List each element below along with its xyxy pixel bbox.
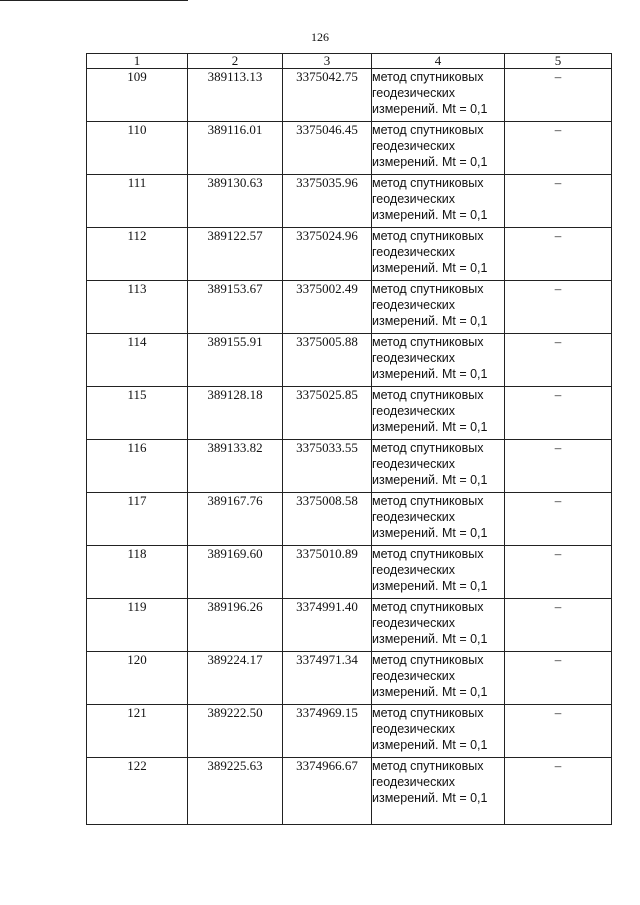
point-number-cell: 119	[87, 599, 188, 652]
method-text-line: геодезических	[372, 510, 456, 524]
method-text-line: геодезических	[372, 86, 456, 100]
y-coordinate-cell: 3374969.15	[283, 705, 372, 758]
table-row	[87, 652, 612, 705]
note-cell: –	[505, 705, 612, 758]
method-text-line: геодезических	[372, 722, 456, 736]
x-coordinate-cell: 389155.91	[188, 334, 283, 387]
note-cell: –	[505, 281, 612, 334]
x-coordinate-cell: 389169.60	[188, 546, 283, 599]
y-coordinate-cell: 3375046.45	[283, 122, 372, 175]
note-cell: –	[505, 334, 612, 387]
method-text-line: измерений. Mt = 0,1	[372, 102, 488, 116]
note-cell: –	[505, 546, 612, 599]
note-cell: –	[505, 228, 612, 281]
note-cell: –	[505, 758, 612, 825]
coordinates-table	[86, 53, 612, 825]
header-col-5: 5	[505, 54, 612, 69]
method-text-line: измерений. Mt = 0,1	[372, 579, 488, 593]
point-number-cell: 122	[87, 758, 188, 825]
note-cell: –	[505, 69, 612, 122]
method-text-line: измерений. Mt = 0,1	[372, 685, 488, 699]
method-text-line: геодезических	[372, 404, 456, 418]
x-coordinate-cell: 389225.63	[188, 758, 283, 825]
note-cell: –	[505, 175, 612, 228]
method-text-line: метод спутниковых	[372, 706, 484, 720]
method-text-line: измерений. Mt = 0,1	[372, 261, 488, 275]
method-text-line: метод спутниковых	[372, 441, 484, 455]
method-text-line: геодезических	[372, 616, 456, 630]
method-cell	[372, 175, 505, 228]
method-text-line: геодезических	[372, 298, 456, 312]
note-cell: –	[505, 440, 612, 493]
y-coordinate-cell: 3374971.34	[283, 652, 372, 705]
method-text-line: метод спутниковых	[372, 229, 484, 243]
x-coordinate-cell: 389222.50	[188, 705, 283, 758]
point-number-cell: 112	[87, 228, 188, 281]
method-cell	[372, 281, 505, 334]
method-cell	[372, 440, 505, 493]
note-cell: –	[505, 652, 612, 705]
y-coordinate-cell: 3374991.40	[283, 599, 372, 652]
table-row	[87, 440, 612, 493]
method-text-line: геодезических	[372, 351, 456, 365]
method-text-line: измерений. Mt = 0,1	[372, 420, 488, 434]
method-text-line: измерений. Mt = 0,1	[372, 155, 488, 169]
method-text-line: геодезических	[372, 245, 456, 259]
x-coordinate-cell: 389122.57	[188, 228, 283, 281]
x-coordinate-cell: 389167.76	[188, 493, 283, 546]
note-cell: –	[505, 493, 612, 546]
method-text-line: метод спутниковых	[372, 123, 484, 137]
method-text-line: геодезических	[372, 139, 456, 153]
point-number-cell: 117	[87, 493, 188, 546]
table-row	[87, 69, 612, 122]
y-coordinate-cell: 3375002.49	[283, 281, 372, 334]
note-cell: –	[505, 599, 612, 652]
y-coordinate-cell: 3375010.89	[283, 546, 372, 599]
header-row	[87, 54, 612, 69]
method-cell	[372, 546, 505, 599]
point-number-cell: 113	[87, 281, 188, 334]
y-coordinate-cell: 3375033.55	[283, 440, 372, 493]
x-coordinate-cell: 389130.63	[188, 175, 283, 228]
table-row	[87, 705, 612, 758]
method-cell	[372, 69, 505, 122]
method-text-line: измерений. Mt = 0,1	[372, 367, 488, 381]
method-text-line: метод спутниковых	[372, 600, 484, 614]
method-text-line: метод спутниковых	[372, 388, 484, 402]
point-number-cell: 115	[87, 387, 188, 440]
method-text-line: метод спутниковых	[372, 335, 484, 349]
table-header	[87, 54, 612, 69]
y-coordinate-cell: 3375035.96	[283, 175, 372, 228]
table-row	[87, 175, 612, 228]
header-col-2: 2	[188, 54, 283, 69]
method-cell	[372, 387, 505, 440]
table-row	[87, 599, 612, 652]
method-cell	[372, 652, 505, 705]
y-coordinate-cell: 3374966.67	[283, 758, 372, 825]
y-coordinate-cell: 3375005.88	[283, 334, 372, 387]
header-col-3: 3	[283, 54, 372, 69]
x-coordinate-cell: 389196.26	[188, 599, 283, 652]
method-text-line: геодезических	[372, 563, 456, 577]
table-row	[87, 228, 612, 281]
point-number-cell: 114	[87, 334, 188, 387]
y-coordinate-cell: 3375024.96	[283, 228, 372, 281]
method-text-line: геодезических	[372, 669, 456, 683]
method-cell	[372, 493, 505, 546]
point-number-cell: 120	[87, 652, 188, 705]
method-text-line: геодезических	[372, 457, 456, 471]
y-coordinate-cell: 3375025.85	[283, 387, 372, 440]
method-text-line: метод спутниковых	[372, 653, 484, 667]
method-text-line: измерений. Mt = 0,1	[372, 791, 488, 805]
method-text-line: метод спутниковых	[372, 547, 484, 561]
point-number-cell: 121	[87, 705, 188, 758]
table-row	[87, 758, 612, 825]
table-row	[87, 387, 612, 440]
x-coordinate-cell: 389224.17	[188, 652, 283, 705]
x-coordinate-cell: 389153.67	[188, 281, 283, 334]
table-body	[87, 69, 612, 825]
y-coordinate-cell: 3375042.75	[283, 69, 372, 122]
method-cell	[372, 758, 505, 825]
x-coordinate-cell: 389116.01	[188, 122, 283, 175]
method-text-line: измерений. Mt = 0,1	[372, 632, 488, 646]
point-number-cell: 118	[87, 546, 188, 599]
x-coordinate-cell: 389128.18	[188, 387, 283, 440]
point-number-cell: 116	[87, 440, 188, 493]
table-row	[87, 493, 612, 546]
method-text-line: измерений. Mt = 0,1	[372, 208, 488, 222]
method-cell	[372, 122, 505, 175]
point-number-cell: 111	[87, 175, 188, 228]
top-left-rule	[0, 0, 188, 1]
table-row	[87, 281, 612, 334]
y-coordinate-cell: 3375008.58	[283, 493, 372, 546]
method-text-line: метод спутниковых	[372, 282, 484, 296]
x-coordinate-cell: 389113.13	[188, 69, 283, 122]
point-number-cell: 110	[87, 122, 188, 175]
header-col-4: 4	[372, 54, 505, 69]
method-text-line: измерений. Mt = 0,1	[372, 473, 488, 487]
method-cell	[372, 334, 505, 387]
method-text-line: измерений. Mt = 0,1	[372, 526, 488, 540]
method-text-line: измерений. Mt = 0,1	[372, 738, 488, 752]
page-number: 126	[311, 30, 329, 44]
method-text-line: метод спутниковых	[372, 70, 484, 84]
method-text-line: метод спутниковых	[372, 759, 484, 773]
table-row	[87, 334, 612, 387]
x-coordinate-cell: 389133.82	[188, 440, 283, 493]
method-text-line: метод спутниковых	[372, 176, 484, 190]
table-row	[87, 122, 612, 175]
method-cell	[372, 599, 505, 652]
method-text-line: геодезических	[372, 775, 456, 789]
header-col-1: 1	[87, 54, 188, 69]
note-cell: –	[505, 122, 612, 175]
method-text-line: метод спутниковых	[372, 494, 484, 508]
method-cell	[372, 228, 505, 281]
method-cell	[372, 705, 505, 758]
method-text-line: геодезических	[372, 192, 456, 206]
note-cell: –	[505, 387, 612, 440]
method-text-line: измерений. Mt = 0,1	[372, 314, 488, 328]
table-row	[87, 546, 612, 599]
point-number-cell: 109	[87, 69, 188, 122]
